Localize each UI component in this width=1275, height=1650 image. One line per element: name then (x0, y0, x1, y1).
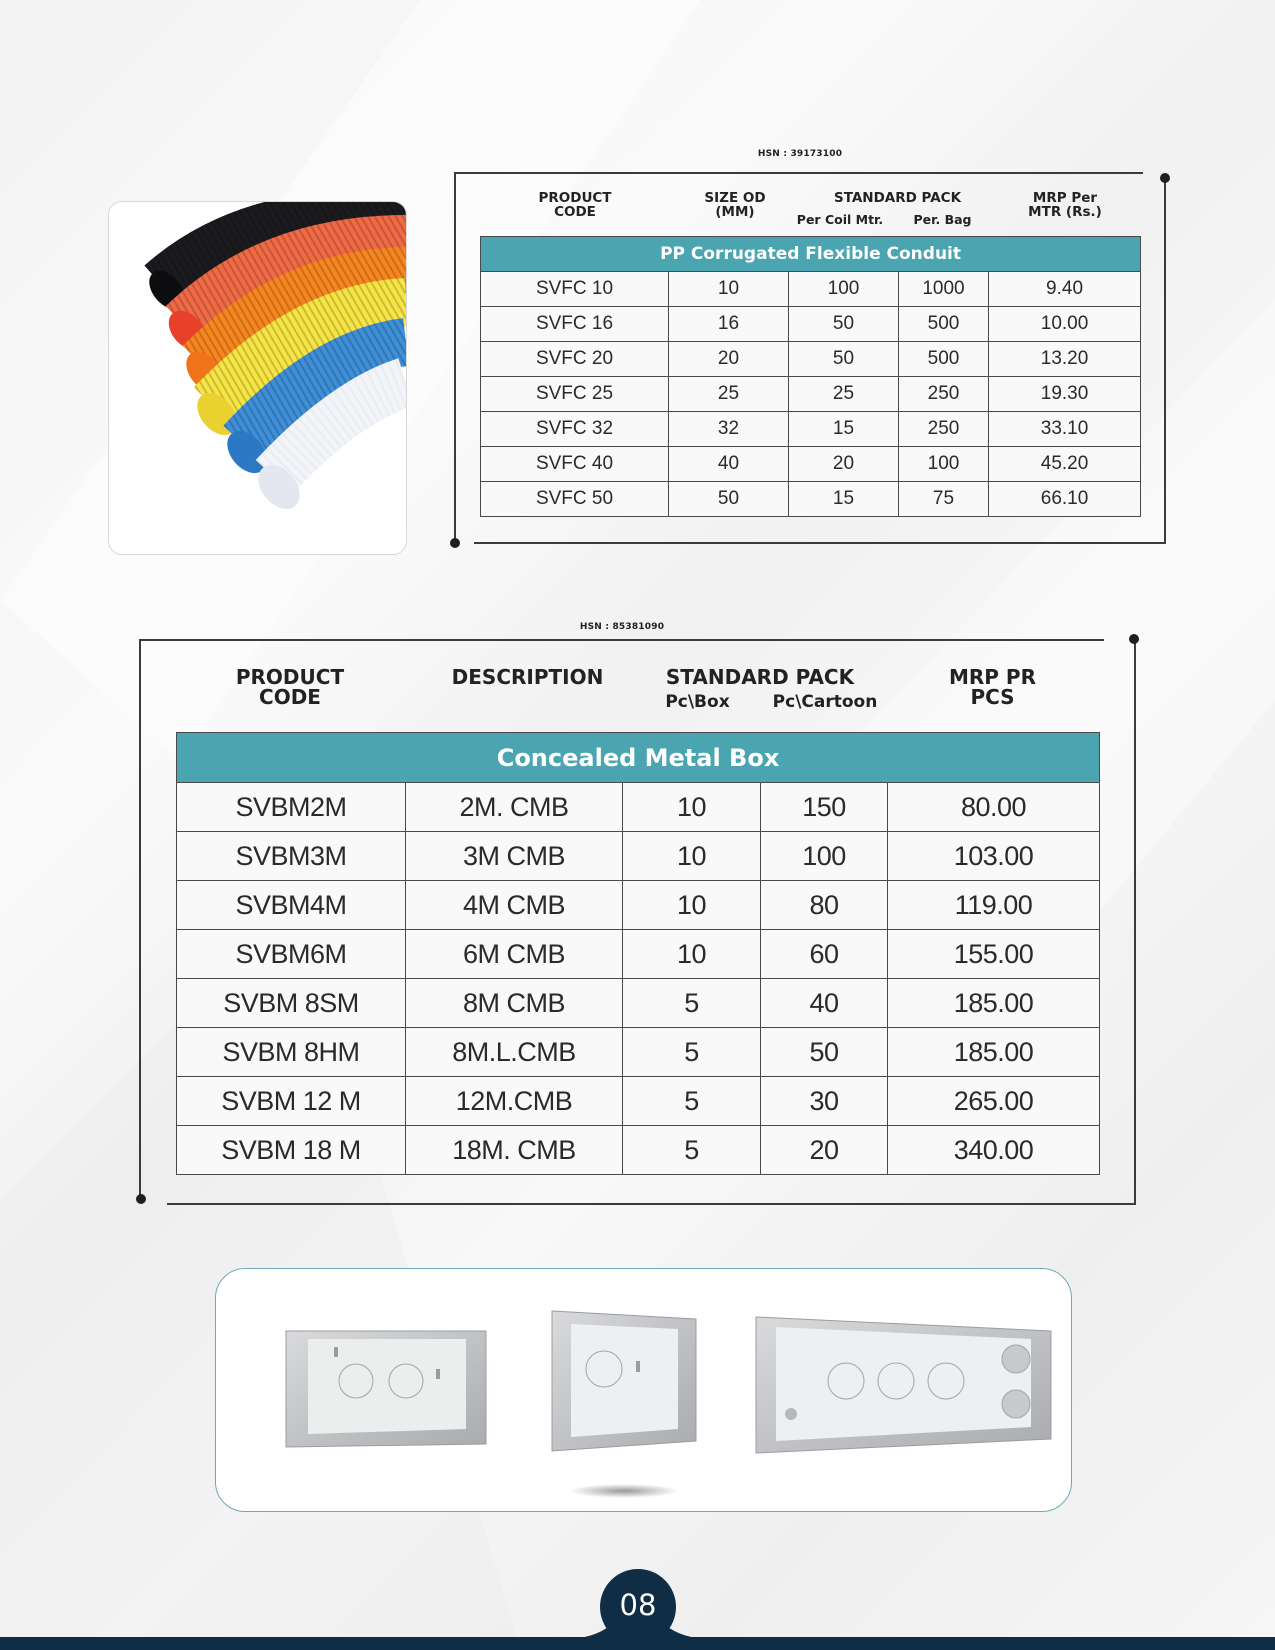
table-cell: 15 (789, 482, 899, 517)
category-band: PP Corrugated Flexible Conduit (481, 237, 1141, 272)
table-cell: 185.00 (888, 979, 1100, 1028)
table-cell: 250 (899, 412, 989, 447)
table-cell: 10 (669, 272, 789, 307)
table-cell: 80 (761, 881, 888, 930)
table-cell: 40 (761, 979, 888, 1028)
table-cell: 18M. CMB (406, 1126, 623, 1175)
frame-dot-bottom-left (450, 538, 460, 548)
table-cell: 8M.L.CMB (406, 1028, 623, 1077)
table-cell: 250 (899, 377, 989, 412)
frame-left-line (139, 639, 141, 1201)
table-cell: SVFC 10 (481, 272, 669, 307)
header-line: PRODUCT (235, 665, 345, 689)
table-cell: 15 (789, 412, 899, 447)
frame-right-line (1134, 640, 1136, 1205)
frame-top-line (140, 639, 1104, 641)
table-cell: 19.30 (989, 377, 1141, 412)
table-row (481, 412, 1141, 447)
metal-box-3m (552, 1311, 696, 1498)
frame-dot-bottom-left (136, 1194, 146, 1204)
table-cell: 16 (669, 307, 789, 342)
col-subheader-per-bag: Per. Bag (913, 212, 972, 227)
header-line: CODE (554, 203, 596, 220)
metal-box-2m (286, 1331, 486, 1447)
table-cell: 25 (789, 377, 899, 412)
col-header-mrp (920, 667, 1065, 707)
col-header-mrp (1000, 192, 1130, 219)
table-cell: 10 (623, 783, 761, 832)
table-cell: 6M CMB (406, 930, 623, 979)
metal-box-4m (756, 1317, 1051, 1453)
table-cell: 66.10 (989, 482, 1141, 517)
table-cell: SVBM 12 M (177, 1077, 406, 1126)
table-cell: 5 (623, 979, 761, 1028)
table-row (481, 447, 1141, 482)
col-header-product-code (510, 192, 640, 219)
table-cell: 20 (669, 342, 789, 377)
frame-dot-top-right (1160, 173, 1170, 183)
table-cell: 30 (761, 1077, 888, 1126)
corrugated-conduit-pipes-icon (109, 202, 406, 554)
table-cell: 4M CMB (406, 881, 623, 930)
table-cell: 155.00 (888, 930, 1100, 979)
table-cell: 8M CMB (406, 979, 623, 1028)
table-cell: SVBM 18 M (177, 1126, 406, 1175)
table-row (481, 272, 1141, 307)
table-cell: 75 (899, 482, 989, 517)
table-cell: 20 (761, 1126, 888, 1175)
header-line: MRP Per (1032, 190, 1098, 206)
frame-dot-top-right (1129, 634, 1139, 644)
table-cell: 40 (669, 447, 789, 482)
table-cell: SVBM 8SM (177, 979, 406, 1028)
table-cell: 150 (761, 783, 888, 832)
table-cell: 45.20 (989, 447, 1141, 482)
table-cell: 80.00 (888, 783, 1100, 832)
table-cell: 20 (789, 447, 899, 482)
table-cell: 60 (761, 930, 888, 979)
table-cell: 10.00 (989, 307, 1141, 342)
frame-left-line (454, 172, 456, 542)
col-header-product-code (210, 667, 370, 707)
table-row (177, 783, 1100, 832)
table-cell: 32 (669, 412, 789, 447)
table-cell: 25 (669, 377, 789, 412)
table-cell: 3M CMB (406, 832, 623, 881)
header-line: SIZE OD (704, 190, 766, 206)
col-header-standard-pack: STANDARD PACK (833, 190, 962, 206)
metal-box-product-image (215, 1268, 1072, 1512)
table-cell: 50 (789, 307, 899, 342)
frame-bottom-line (167, 1203, 1136, 1205)
table-cell: 1000 (899, 272, 989, 307)
table-row (177, 832, 1100, 881)
table-row (481, 482, 1141, 517)
page-number: 08 (619, 1588, 657, 1622)
frame-top-line (455, 172, 1143, 174)
conduit-product-image (108, 201, 407, 555)
table-cell: SVBM2M (177, 783, 406, 832)
header-line: (MM) (715, 203, 755, 220)
col-subheader-pc-box: Pc\Box (665, 692, 730, 712)
table-cell: 13.20 (989, 342, 1141, 377)
table-cell: 2M. CMB (406, 783, 623, 832)
table-cell: SVBM 8HM (177, 1028, 406, 1077)
metal-box-products-icon (216, 1269, 1071, 1511)
table-row (177, 1126, 1100, 1175)
table-cell: 5 (623, 1077, 761, 1126)
table-cell: 10 (623, 881, 761, 930)
table-cell: 100 (899, 447, 989, 482)
table-row (177, 1028, 1100, 1077)
col-header-size-od (680, 192, 790, 219)
table-cell: SVFC 40 (481, 447, 669, 482)
table-row (177, 1077, 1100, 1126)
table-row (481, 307, 1141, 342)
table-row (177, 930, 1100, 979)
frame-bottom-line (474, 542, 1166, 544)
table-cell: SVBM6M (177, 930, 406, 979)
table-cell: 100 (761, 832, 888, 881)
table-cell: SVFC 32 (481, 412, 669, 447)
table-cell: 265.00 (888, 1077, 1100, 1126)
table-cell: SVBM3M (177, 832, 406, 881)
col-header-standard-pack: STANDARD PACK (665, 665, 855, 689)
table-cell: 103.00 (888, 832, 1100, 881)
table-cell: 5 (623, 1126, 761, 1175)
table-cell: 50 (669, 482, 789, 517)
table-cell: 10 (623, 930, 761, 979)
table-cell: SVFC 20 (481, 342, 669, 377)
table-cell: 33.10 (989, 412, 1141, 447)
header-line: MTR (Rs.) (1028, 203, 1102, 220)
conduit-price-table (480, 236, 1141, 517)
category-band: Concealed Metal Box (177, 733, 1100, 783)
col-subheader-pc-cartoon: Pc\Cartoon (772, 692, 878, 712)
table-row (177, 881, 1100, 930)
col-subheader-per-coil: Per Coil Mtr. (796, 212, 884, 227)
table-cell: 5 (623, 1028, 761, 1077)
header-line: PCS (970, 685, 1015, 709)
table-cell: 500 (899, 342, 989, 377)
hsn-code-metal-box: HSN : 85381090 (579, 622, 665, 632)
header-line: PRODUCT (538, 190, 612, 206)
table-cell: 12M.CMB (406, 1077, 623, 1126)
table-cell: 340.00 (888, 1126, 1100, 1175)
table-cell: 10 (623, 832, 761, 881)
header-line: MRP PR (949, 665, 1036, 689)
frame-right-line (1164, 178, 1166, 544)
header-line: CODE (259, 685, 321, 709)
table-row (177, 979, 1100, 1028)
table-cell: SVFC 16 (481, 307, 669, 342)
table-cell: 500 (899, 307, 989, 342)
table-row (481, 342, 1141, 377)
table-cell: 50 (761, 1028, 888, 1077)
hsn-code-conduit: HSN : 39173100 (757, 149, 843, 159)
table-cell: 9.40 (989, 272, 1141, 307)
table-cell: 119.00 (888, 881, 1100, 930)
table-cell: SVFC 50 (481, 482, 669, 517)
table-cell: SVBM4M (177, 881, 406, 930)
table-cell: 50 (789, 342, 899, 377)
metal-box-price-table (176, 732, 1100, 1175)
col-header-description: DESCRIPTION (451, 665, 604, 689)
table-cell: 185.00 (888, 1028, 1100, 1077)
table-cell: 100 (789, 272, 899, 307)
table-cell: SVFC 25 (481, 377, 669, 412)
table-row (481, 377, 1141, 412)
